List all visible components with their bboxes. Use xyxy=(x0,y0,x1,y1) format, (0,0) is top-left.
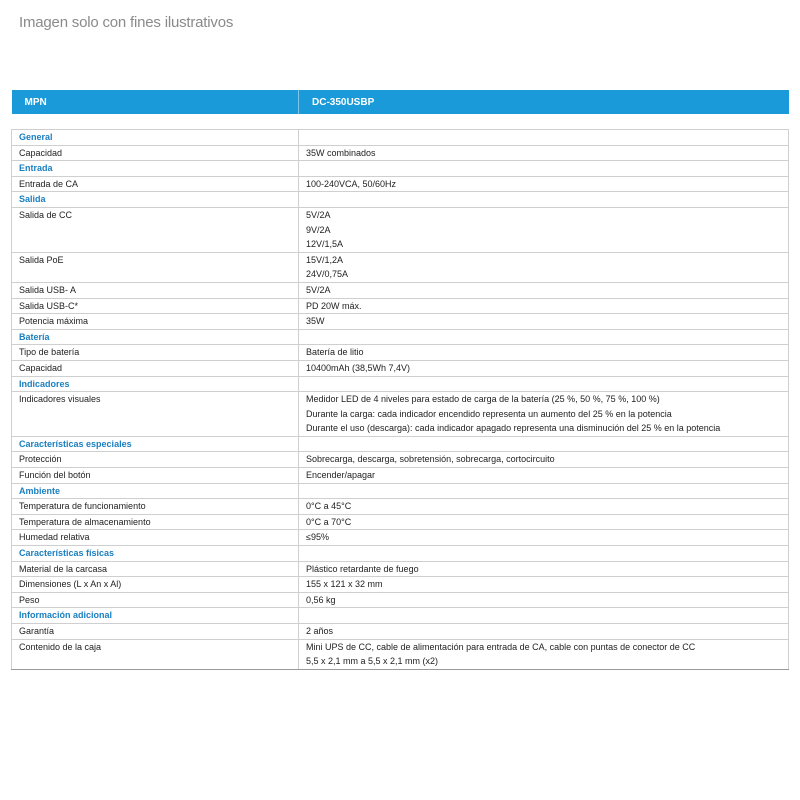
spec-value-line: 0°C a 70°C xyxy=(306,516,352,527)
spec-value-line: Encender/apagar xyxy=(306,470,376,481)
spec-label: Entrada de CA xyxy=(12,176,299,192)
section-header xyxy=(12,483,789,499)
spec-label: Temperatura de funcionamiento xyxy=(12,499,299,515)
section-empty-cell xyxy=(299,329,789,345)
section-empty-cell xyxy=(299,436,789,452)
section-title: Características especiales xyxy=(12,436,299,452)
spec-value xyxy=(299,282,789,298)
header-model: DC-350USBP xyxy=(299,90,789,114)
section-header xyxy=(12,436,789,452)
spec-row xyxy=(12,514,789,530)
spec-value-line: 35W combinados xyxy=(306,147,376,158)
spec-label: Capacidad xyxy=(12,360,299,376)
spec-value xyxy=(299,468,789,484)
spec-row xyxy=(12,561,789,577)
spec-label: Contenido de la caja xyxy=(12,639,299,669)
spec-label: Salida USB- A xyxy=(12,282,299,298)
spec-value-line: Mini UPS de CC, cable de alimentación para entrada de CA, cable con puntas de conector de CC xyxy=(306,641,696,652)
section-title: Información adicional xyxy=(12,608,299,624)
section-empty-cell xyxy=(299,130,789,146)
section-title: Entrada xyxy=(12,161,299,177)
spec-value-line: ≤95% xyxy=(306,532,329,543)
spec-value-line: 12V/1,5A xyxy=(306,239,344,250)
spec-label: Salida USB-C* xyxy=(12,298,299,314)
spec-label: Potencia máxima xyxy=(12,314,299,330)
section-header xyxy=(12,130,789,146)
section-empty-cell xyxy=(299,483,789,499)
spec-label: Peso xyxy=(12,592,299,608)
spec-label: Protección xyxy=(12,452,299,468)
spec-value xyxy=(299,252,789,282)
spec-row xyxy=(12,298,789,314)
section-empty-cell xyxy=(299,192,789,208)
spec-label: Garantía xyxy=(12,624,299,640)
section-header xyxy=(12,546,789,562)
spec-value xyxy=(299,592,789,608)
spec-value-line: 155 x 121 x 32 mm xyxy=(306,579,383,590)
spec-label: Salida PoE xyxy=(12,252,299,282)
spec-value-line: 24V/0,75A xyxy=(306,269,349,280)
spec-label: Dimensiones (L x An x Al) xyxy=(12,577,299,593)
section-title: Batería xyxy=(12,329,299,345)
section-title: Características físicas xyxy=(12,546,299,562)
spec-row xyxy=(12,577,789,593)
spec-value-line: 10400mAh (38,5Wh 7,4V) xyxy=(306,362,411,373)
spec-value-line: 15V/1,2A xyxy=(306,254,344,265)
spec-value xyxy=(299,514,789,530)
spec-row xyxy=(12,639,789,669)
spec-value xyxy=(299,314,789,330)
section-header xyxy=(12,376,789,392)
spec-label: Temperatura de almacenamiento xyxy=(12,514,299,530)
spec-row xyxy=(12,345,789,361)
illustrative-caption: Imagen solo con fines ilustrativos xyxy=(19,14,234,31)
header-mpn: MPN xyxy=(12,90,299,114)
spec-value xyxy=(299,145,789,161)
spec-row xyxy=(12,282,789,298)
spec-value-line: Sobrecarga, descarga, sobretensión, sobrecarga, cortocircuito xyxy=(306,454,555,465)
spec-value xyxy=(299,392,789,437)
spec-value xyxy=(299,624,789,640)
spec-value-line: 0,56 kg xyxy=(306,594,336,605)
spec-value-line: 5,5 x 2,1 mm a 5,5 x 2,1 mm (x2) xyxy=(306,656,439,667)
spec-value-line: 5V/2A xyxy=(306,284,331,295)
section-header xyxy=(12,329,789,345)
spec-value-line: 2 años xyxy=(306,626,334,636)
spec-row xyxy=(12,314,789,330)
spec-row xyxy=(12,392,789,437)
spec-row xyxy=(12,207,789,252)
section-title: Salida xyxy=(12,192,299,208)
spec-table-body xyxy=(12,114,789,669)
section-empty-cell xyxy=(299,161,789,177)
section-empty-cell xyxy=(299,608,789,624)
spec-label: Salida de CC xyxy=(12,207,299,252)
section-empty-cell xyxy=(299,546,789,562)
section-header xyxy=(12,608,789,624)
spec-row xyxy=(12,468,789,484)
spec-label: Material de la carcasa xyxy=(12,561,299,577)
section-title: Ambiente xyxy=(12,483,299,499)
spec-value xyxy=(299,530,789,546)
spec-row xyxy=(12,592,789,608)
spec-value-line: 100-240VCA, 50/60Hz xyxy=(306,178,397,189)
spec-value xyxy=(299,176,789,192)
spec-value xyxy=(299,452,789,468)
spec-value-line: Durante el uso (descarga): cada indicador apagado representa una disminución del 25 % en la potencia xyxy=(306,423,721,434)
spec-value-line: 9V/2A xyxy=(306,224,331,235)
spec-table xyxy=(11,90,789,670)
header-spacer xyxy=(12,114,789,130)
spec-value xyxy=(299,499,789,515)
spec-row xyxy=(12,452,789,468)
spec-row xyxy=(12,530,789,546)
spec-label: Función del botón xyxy=(12,468,299,484)
spec-value-line: Durante la carga: cada indicador encendido representa un aumento del 25 % en la potencia xyxy=(306,408,672,419)
spec-value-line: 0°C a 45°C xyxy=(306,501,352,512)
spec-value-line: 35W xyxy=(306,316,325,327)
spec-value-line: Plástico retardante de fuego xyxy=(306,563,419,574)
section-title: Indicadores xyxy=(12,376,299,392)
spec-value xyxy=(299,207,789,252)
section-empty-cell xyxy=(299,376,789,392)
spec-label: Indicadores visuales xyxy=(12,392,299,437)
spec-value xyxy=(299,345,789,361)
spec-row xyxy=(12,360,789,376)
spec-value xyxy=(299,360,789,376)
spec-label: Tipo de batería xyxy=(12,345,299,361)
spec-value xyxy=(299,561,789,577)
spec-value-line: Medidor LED de 4 niveles para estado de carga de la batería (25 %, 50 %, 75 %, 100 %) xyxy=(306,394,660,405)
spec-value xyxy=(299,639,789,669)
spec-row xyxy=(12,624,789,640)
spec-value-line: 5V/2A xyxy=(306,209,331,220)
spec-value xyxy=(299,577,789,593)
spec-row xyxy=(12,176,789,192)
spec-value xyxy=(299,298,789,314)
spec-value-line: Batería de litio xyxy=(306,347,364,358)
spec-row xyxy=(12,252,789,282)
spec-row xyxy=(12,145,789,161)
table-header-row xyxy=(12,90,789,114)
section-title: General xyxy=(12,130,299,146)
spec-row xyxy=(12,499,789,515)
spec-value-line: PD 20W máx. xyxy=(306,300,362,311)
spec-label: Humedad relativa xyxy=(12,530,299,546)
spec-label: Capacidad xyxy=(12,145,299,161)
section-header xyxy=(12,161,789,177)
section-header xyxy=(12,192,789,208)
